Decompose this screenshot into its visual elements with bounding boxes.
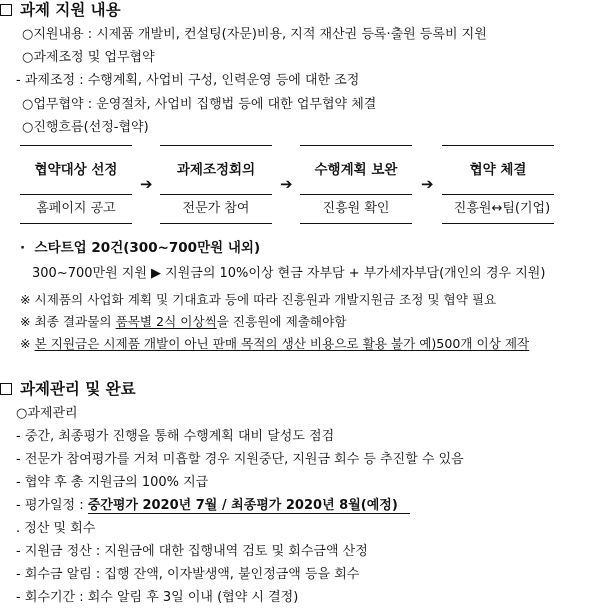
- flow-rule: [442, 223, 554, 224]
- flow-rule: [300, 194, 412, 195]
- settlement-line: . 정산 및 회수: [16, 521, 96, 536]
- schedule-label: - 평가일정 :: [16, 498, 88, 513]
- section-heading-management: [0, 379, 136, 399]
- adjustment-agreement-line: ○과제조정 및 업무협약: [22, 50, 155, 65]
- flow-step-actor: 진흥원 확인: [322, 201, 390, 216]
- flow-rule: [160, 145, 272, 146]
- arrow-right-icon: ➔: [140, 175, 153, 193]
- detail-condition: 지원금의 10%이상 현금 자부담 + 부가세자부담(개인의 경우 지원): [161, 266, 546, 281]
- flow-rule: [20, 223, 132, 224]
- flow-step-title: 협약대상 선정: [34, 162, 118, 178]
- flow-rule: [160, 223, 272, 224]
- management-line: ○과제관리: [16, 406, 78, 421]
- flow-rule: [300, 223, 412, 224]
- flow-heading-line: ○진행흐름(선정-협약): [22, 120, 149, 135]
- support-content-line: ○지원내용 : 시제품 개발비, 컨설팅(자문)비용, 지적 재산권 등록·출원 등록비 지원: [22, 27, 487, 42]
- startup-heading: [20, 240, 260, 257]
- section-title: 과제관리 및 완료: [20, 380, 136, 398]
- management-line: - 전문가 참여평가를 거쳐 미흡할 경우 지원중단, 지원금 회수 등 추진할 수 있음: [16, 452, 464, 467]
- note-prefix: ※ 최종 결과물의: [20, 314, 116, 329]
- flow-rule: [160, 194, 272, 195]
- flow-rule: [300, 145, 412, 146]
- schedule-value: 중간평가 2020년 7월 / 최종평가 2020년 8월(예정): [88, 498, 410, 514]
- flow-rule: [442, 145, 554, 146]
- startup-detail-line: [32, 265, 545, 282]
- checkbox-square-icon: [0, 4, 12, 16]
- flow-step-title: 수행계획 보완: [314, 162, 398, 178]
- arrow-right-icon: ➔: [280, 175, 293, 193]
- management-line: - 협약 후 총 지원금의 100% 지급: [16, 475, 209, 490]
- flow-step-actor: 전문가 참여: [182, 201, 250, 216]
- note-line: ※ 시제품의 사업화 계획 및 기대효과 등에 따라 진흥원과 개발지원금 조정 및 협약 필요: [20, 292, 497, 307]
- checkbox-square-icon: [0, 383, 12, 395]
- startup-title: 스타트업 20건(300~700만원 내외): [34, 240, 261, 256]
- management-line: - 중간, 최종평가 진행을 통해 수행계획 대비 달성도 점검: [16, 429, 335, 444]
- flow-rule: [20, 194, 132, 195]
- flow-step-title: 협약 체결: [469, 162, 527, 178]
- settlement-line: - 회수기간 : 회수 알림 후 3일 이내 (협약 시 결정): [16, 590, 299, 605]
- section-title: 과제 지원 내용: [20, 1, 121, 19]
- flow-step-title: 과제조정회의: [176, 162, 256, 178]
- flow-step-actor: 진흥원↔팀(기업): [453, 201, 551, 216]
- flow-rule: [20, 145, 132, 146]
- note-line: [20, 335, 529, 352]
- settlement-line: - 지원금 정산 : 지원금에 대한 집행내역 검토 및 회수금액 산정: [16, 544, 368, 559]
- adjustment-detail-line: - 과제조정 : 수행계획, 사업비 구성, 인력운영 등에 대한 조정: [16, 73, 360, 88]
- flow-step-actor: 홈페이지 공고: [36, 201, 116, 216]
- bullet-icon: ·: [20, 240, 26, 256]
- note-line: [20, 313, 346, 330]
- note-rest: 을 진흥원에 제출해야함: [216, 314, 347, 329]
- detail-amount: 300~700만원 지원: [32, 266, 152, 281]
- triangle-right-icon: ▶: [151, 266, 162, 281]
- settlement-line: - 회수금 알림 : 집행 잔액, 이자발생액, 불인정금액 등을 회수: [16, 567, 360, 582]
- agreement-detail-line: ○업무협약 : 운영절차, 사업비 집행법 등에 대한 업무협약 체결: [22, 97, 377, 112]
- section-heading-support: [0, 0, 121, 20]
- arrow-right-icon: ➔: [421, 175, 434, 193]
- flow-rule: [442, 194, 554, 195]
- schedule-line: [16, 497, 410, 514]
- note-prefix: ※: [20, 336, 35, 351]
- note-emphasis: 본 지원금은 시제품 개발이 아닌 판매 목적의 생산 비용으로 활용 불가 예)500개 이상 제작: [34, 336, 530, 351]
- note-emphasis: 품목별 2식 이상씩: [115, 314, 217, 329]
